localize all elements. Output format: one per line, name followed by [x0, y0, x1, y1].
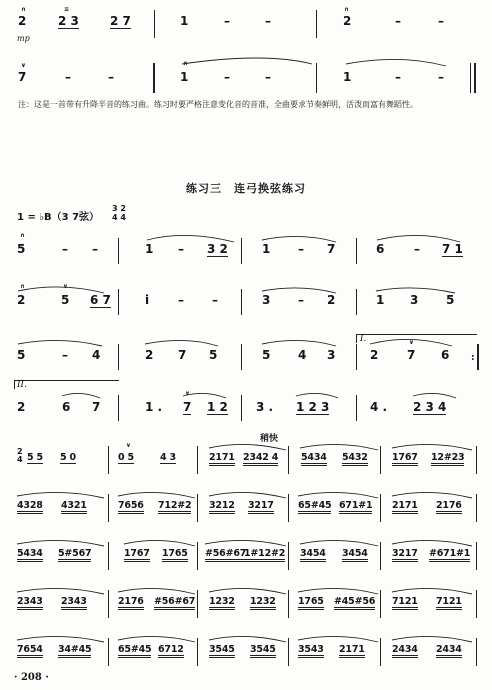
note: 4 — [92, 348, 101, 362]
barline — [241, 238, 242, 264]
barline — [241, 344, 242, 370]
dash: – — [224, 14, 230, 28]
note-group: 2171 — [209, 452, 235, 466]
barline — [380, 638, 381, 666]
note-group: 2342 4 — [243, 452, 278, 466]
dash: – — [395, 14, 401, 28]
exercise-title: 练习三 连弓换弦练习 — [186, 182, 306, 195]
note: 1 — [180, 70, 189, 84]
note-group: 2 3 4 — [413, 400, 447, 414]
bow-up-mark: ∩ — [20, 283, 25, 290]
note-group: 3217 — [392, 548, 418, 562]
dense-row-4 — [0, 584, 492, 624]
bow-up-mark: ∩ — [21, 6, 26, 13]
note: 7 — [92, 400, 101, 414]
note-group: 7 1 — [442, 242, 463, 256]
barline — [108, 638, 109, 666]
note-group: 4321 — [61, 500, 87, 514]
note-group: 5434 — [17, 548, 43, 562]
bow-up-mark: ∩ — [344, 6, 349, 13]
note-group: 5432 — [342, 452, 368, 466]
note: 3 — [262, 293, 271, 307]
note-group: 7121 — [436, 596, 462, 610]
exercise-row-4 — [0, 380, 492, 420]
dash: – — [212, 293, 218, 307]
dash: – — [265, 70, 271, 84]
dash: – — [438, 70, 444, 84]
note-group: 4 3 — [160, 452, 176, 463]
barline — [288, 542, 289, 570]
dash: – — [298, 293, 304, 307]
exercise-row-1 — [0, 232, 492, 272]
dense-row-2 — [0, 488, 492, 528]
barline — [153, 63, 155, 93]
note: 1 . — [145, 400, 163, 414]
note: 2 — [370, 348, 379, 362]
final-barline — [474, 63, 476, 93]
note: 1 — [376, 293, 385, 307]
note-group: #56#67 — [205, 548, 246, 562]
note-group: 1 2 3 — [296, 400, 330, 414]
note: 1 — [145, 242, 154, 256]
note-group: 3454 — [300, 548, 326, 562]
barline — [197, 494, 198, 522]
dash: – — [395, 70, 401, 84]
note: 5 — [446, 293, 455, 307]
annotation-note: 注：这是一首带有升降半音的练习曲。练习时要严格注意变化音的音准，全曲要求节奏鲜明，活泼而富有舞蹈性。 — [18, 100, 418, 109]
barline — [476, 446, 477, 474]
note-group: 1767 — [124, 548, 150, 562]
barline — [108, 590, 109, 618]
barline — [356, 238, 357, 264]
repeat-sign: : — [471, 352, 475, 363]
note: 7 — [327, 242, 336, 256]
dense-row-3 — [0, 536, 492, 576]
bow-down-mark: ∨ — [185, 390, 190, 397]
note-group: 34#45 — [58, 644, 91, 658]
dash: – — [65, 70, 71, 84]
barline — [197, 446, 198, 474]
barline — [108, 494, 109, 522]
dash: – — [414, 242, 420, 256]
note-group: 2171 — [339, 644, 365, 658]
note-group: #671#1 — [429, 548, 470, 562]
key-signature: 1 = ♭B（3 7弦） — [17, 212, 100, 223]
barline — [476, 542, 477, 570]
barline — [288, 638, 289, 666]
barline — [241, 289, 242, 315]
note-group: 0 5 — [118, 452, 134, 463]
note-group: 3545 — [250, 644, 276, 658]
note: 3 — [410, 293, 419, 307]
note: 5 — [262, 348, 271, 362]
note: 2 — [145, 348, 154, 362]
volta-bracket-2 — [14, 380, 119, 389]
exercise-row-3 — [0, 334, 492, 374]
note: 4 — [298, 348, 307, 362]
note-group: 6712 — [158, 644, 184, 658]
note: 2 — [17, 293, 26, 307]
barline — [356, 289, 357, 315]
note-group: 3 2 — [207, 242, 228, 256]
barline — [118, 289, 119, 315]
time-signature: 2 4 — [17, 447, 23, 464]
volta-bracket-1 — [356, 334, 477, 343]
note-group: 2171 — [392, 500, 418, 514]
note-group: 3454 — [342, 548, 368, 562]
page-number: · 208 · — [14, 672, 49, 683]
exercise-row-2 — [0, 283, 492, 323]
barline — [356, 395, 357, 421]
dash: – — [92, 242, 98, 256]
top-score-line-1 — [0, 6, 492, 46]
dash: – — [178, 293, 184, 307]
note-group: 65#45 — [298, 500, 331, 514]
note-group: #45#56 — [334, 596, 375, 610]
note-group: 2343 — [17, 596, 43, 610]
dash: – — [298, 242, 304, 256]
note-group: 671#1 — [339, 500, 372, 514]
note-group: 7656 — [118, 500, 144, 514]
barline — [316, 63, 317, 93]
barline — [356, 344, 357, 370]
note: 2 — [327, 293, 336, 307]
note-group: 3217 — [248, 500, 274, 514]
repeat-barline — [477, 344, 479, 370]
volta-label-1: I. — [360, 334, 367, 344]
bow-down-mark: ∨ — [63, 283, 68, 290]
note-group: 2176 — [118, 596, 144, 610]
dash: – — [178, 242, 184, 256]
ornament-mark: ≡ — [64, 6, 70, 13]
note-group: 2176 — [436, 500, 462, 514]
note: 7 — [178, 348, 187, 362]
tempo-mark: 稍快 — [260, 434, 279, 444]
note: 2 — [17, 400, 26, 414]
note-group: 2343 — [61, 596, 87, 610]
note: 1 — [343, 70, 352, 84]
dense-row-1 — [0, 440, 492, 480]
barline — [197, 638, 198, 666]
note: 7 — [407, 348, 416, 362]
note-group: 2 3 — [58, 14, 79, 28]
note: 5 — [17, 242, 26, 256]
dash: – — [108, 70, 114, 84]
note-group: 712#2 — [158, 500, 191, 514]
barline — [476, 590, 477, 618]
barline — [476, 638, 477, 666]
note-group: 12#23 — [431, 452, 464, 466]
note-group: 5#567 — [58, 548, 91, 562]
barline — [108, 542, 109, 570]
note: 2 — [18, 14, 27, 28]
note-group: 7654 — [17, 644, 43, 658]
note-group: 65#45 — [118, 644, 151, 658]
barline — [380, 542, 381, 570]
note-group: 7121 — [392, 596, 418, 610]
time-signature: 3 2 4 4 — [112, 204, 126, 222]
note: 6 — [62, 400, 71, 414]
bow-up-mark: ∩ — [183, 60, 188, 67]
note-group: #56#67 — [154, 596, 195, 610]
top-score-line-2 — [0, 58, 492, 98]
note: 3 . — [256, 400, 274, 414]
note-group: 3543 — [298, 644, 324, 658]
note-group: 1765 — [162, 548, 188, 562]
note: 1 — [180, 14, 189, 28]
barline — [476, 494, 477, 522]
barline — [118, 344, 119, 370]
barline — [470, 63, 471, 93]
note-group: 1765 — [298, 596, 324, 610]
note: 5 — [17, 348, 26, 362]
note-group: 1767 — [392, 452, 418, 466]
note-group: 5 5 — [27, 452, 43, 463]
bow-down-mark: ∨ — [409, 339, 414, 346]
note: 7 — [18, 70, 27, 84]
dash: – — [438, 14, 444, 28]
dash: – — [62, 242, 68, 256]
barline — [154, 10, 155, 38]
barline — [118, 238, 119, 264]
dash: – — [265, 14, 271, 28]
note: 4 . — [370, 400, 388, 414]
note-group: 1 2 — [207, 400, 228, 414]
barline — [288, 590, 289, 618]
barline — [197, 590, 198, 618]
note: 3 — [327, 348, 336, 362]
note: i — [145, 293, 150, 307]
note: 5 — [209, 348, 218, 362]
dash: – — [62, 348, 68, 362]
barline — [108, 446, 109, 474]
note-group: 1#12#2 — [244, 548, 285, 562]
bow-down-mark: ∨ — [21, 62, 26, 69]
barline — [380, 446, 381, 474]
note: 2 — [343, 14, 352, 28]
barline — [241, 395, 242, 421]
note-group: 2434 — [392, 644, 418, 658]
note: 7 — [183, 400, 192, 414]
bow-up-mark: ∩ — [20, 232, 25, 239]
bow-down-mark: ∨ — [126, 442, 131, 449]
note: 1 — [262, 242, 271, 256]
note-group: 2434 — [436, 644, 462, 658]
barline — [288, 446, 289, 474]
volta-label-2: II. — [17, 380, 27, 390]
note-group: 1232 — [209, 596, 235, 610]
barline — [380, 494, 381, 522]
note: 6 — [376, 242, 385, 256]
dynamic-mark: mp — [17, 34, 30, 43]
note-group: 3212 — [209, 500, 235, 514]
note-group: 2 7 — [110, 14, 131, 28]
note-group: 5 0 — [60, 452, 76, 463]
note-group: 4328 — [17, 500, 43, 514]
barline — [316, 10, 317, 38]
note-group: 5434 — [301, 452, 327, 466]
dash: – — [224, 70, 230, 84]
barline — [380, 590, 381, 618]
note-group: 1232 — [250, 596, 276, 610]
dense-row-5 — [0, 632, 492, 672]
note: 6 — [441, 348, 450, 362]
barline — [118, 395, 119, 421]
note-group: 3545 — [209, 644, 235, 658]
barline — [197, 542, 198, 570]
note-group: 6 7 — [90, 293, 111, 307]
barline — [288, 494, 289, 522]
note: 5 — [61, 293, 70, 307]
